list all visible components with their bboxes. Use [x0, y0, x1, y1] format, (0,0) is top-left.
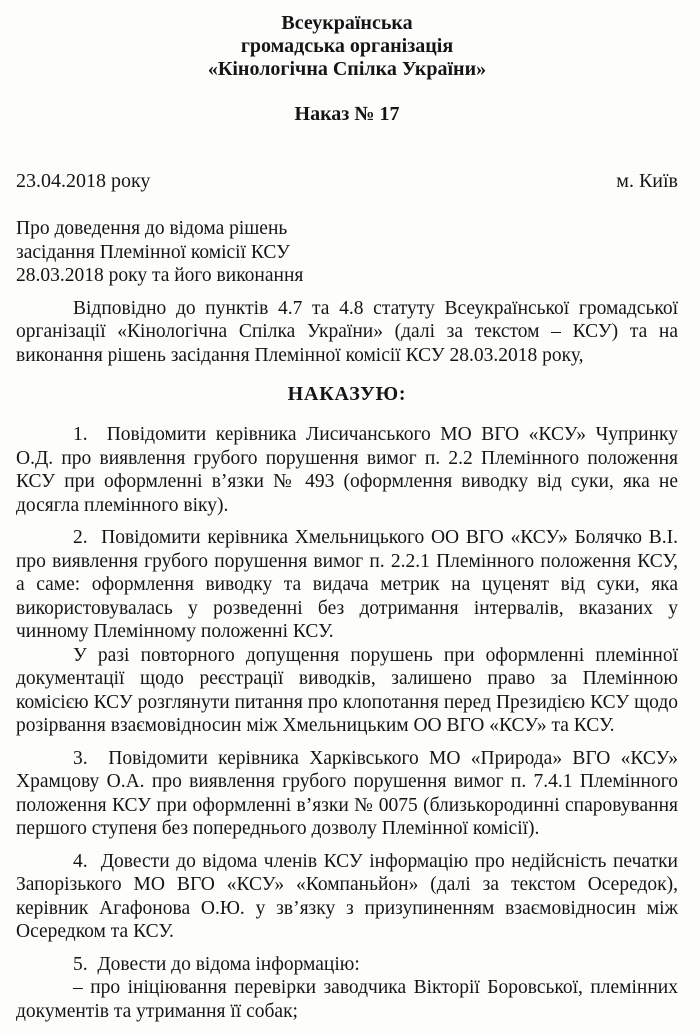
date-city-row	[16, 170, 678, 193]
order-item-5: 5. Довести до відома інформацію:	[73, 953, 360, 975]
document-city: м. Київ	[616, 170, 678, 192]
order-item-1: 1. Повідомити керівника Лисичанського МО ВГО «КСУ» Чупринку О.Д. про виявлення грубого порушення вимог п. 2.2 Племінного положення КСУ при оформленні в’язки № 493 (оформлення виводку від суки, яка не досягла племінного віку).	[16, 424, 678, 516]
order-item-2-continuation: У разі повторного допущення порушень при оформленні племінної документації щодо реєстрації виводків, залишено право за Племінною комісією КСУ розглянути питання про клопотання перед Президією КСУ щодо розірвання взаємовідносин між Хмельницьким ОО ВГО «КСУ» та КСУ.	[16, 644, 678, 736]
order-item-3: 3. Повідомити керівника Харківського МО «Природа» ВГО «КСУ» Храмцову О.А. про виявлення грубого порушення вимог п. 7.4.1 Племінного положення КСУ при оформленні в’язки № 0075 (близькородинні спаровування першого ступеня без попереднього дозволу Племінної комісії).	[16, 747, 678, 839]
order-number-title: Наказ № 17	[294, 103, 400, 125]
document-date: 23.04.2018 року	[16, 170, 151, 192]
preamble-paragraph: Відповідно до пунктів 4.7 та 4.8 статуту Всеукраїнської громадської організації «Кінологічна Спілка України» (далі за текстом – КСУ) та на виконання рішень засідання Племінної комісії КСУ 28.03.2018 року,	[16, 297, 678, 366]
order-item-4: 4. Довести до відома членів КСУ інформацію про недійсність печатки Запорізького МО ВГО «КСУ» «Компаньйон» (далі за текстом Осередок), керівник Агафонова О.Ю. у зв’язку з призупиненням взаємовідносин між Осередком та КСУ.	[16, 850, 678, 942]
order-item-2: 2. Повідомити керівника Хмельницького ОО ВГО «КСУ» Болячко В.І. про виявлення грубого порушення вимог п. 2.2.1 Племінного положення КСУ, а саме: оформлення виводку та видача метрик на цуценят від суки, яка використовувалась у розведенні без дотримання інтервалів, вказаних у чинному Племінному положенні КСУ.	[16, 527, 678, 642]
resolution-heading: НАКАЗУЮ:	[287, 383, 407, 405]
subject-block	[16, 217, 346, 288]
subject-line-1: Про доведення до відома рішень	[16, 218, 288, 239]
subject-line-2: засідання Племінної комісії КСУ	[16, 241, 290, 263]
org-name-line-1: Всеукраїнська	[281, 12, 413, 34]
subject-line-3: 28.03.2018 року та його виконання	[16, 265, 304, 286]
org-name-line-3: «Кінологічна Спілка України»	[207, 58, 487, 80]
order-item-5-subitem: – про ініціювання перевірки заводчика Вікторії Боровської, племінних документів та утримання її собак;	[16, 977, 678, 1022]
org-name-line-2: громадська організація	[240, 35, 454, 57]
organization-header	[16, 12, 678, 81]
